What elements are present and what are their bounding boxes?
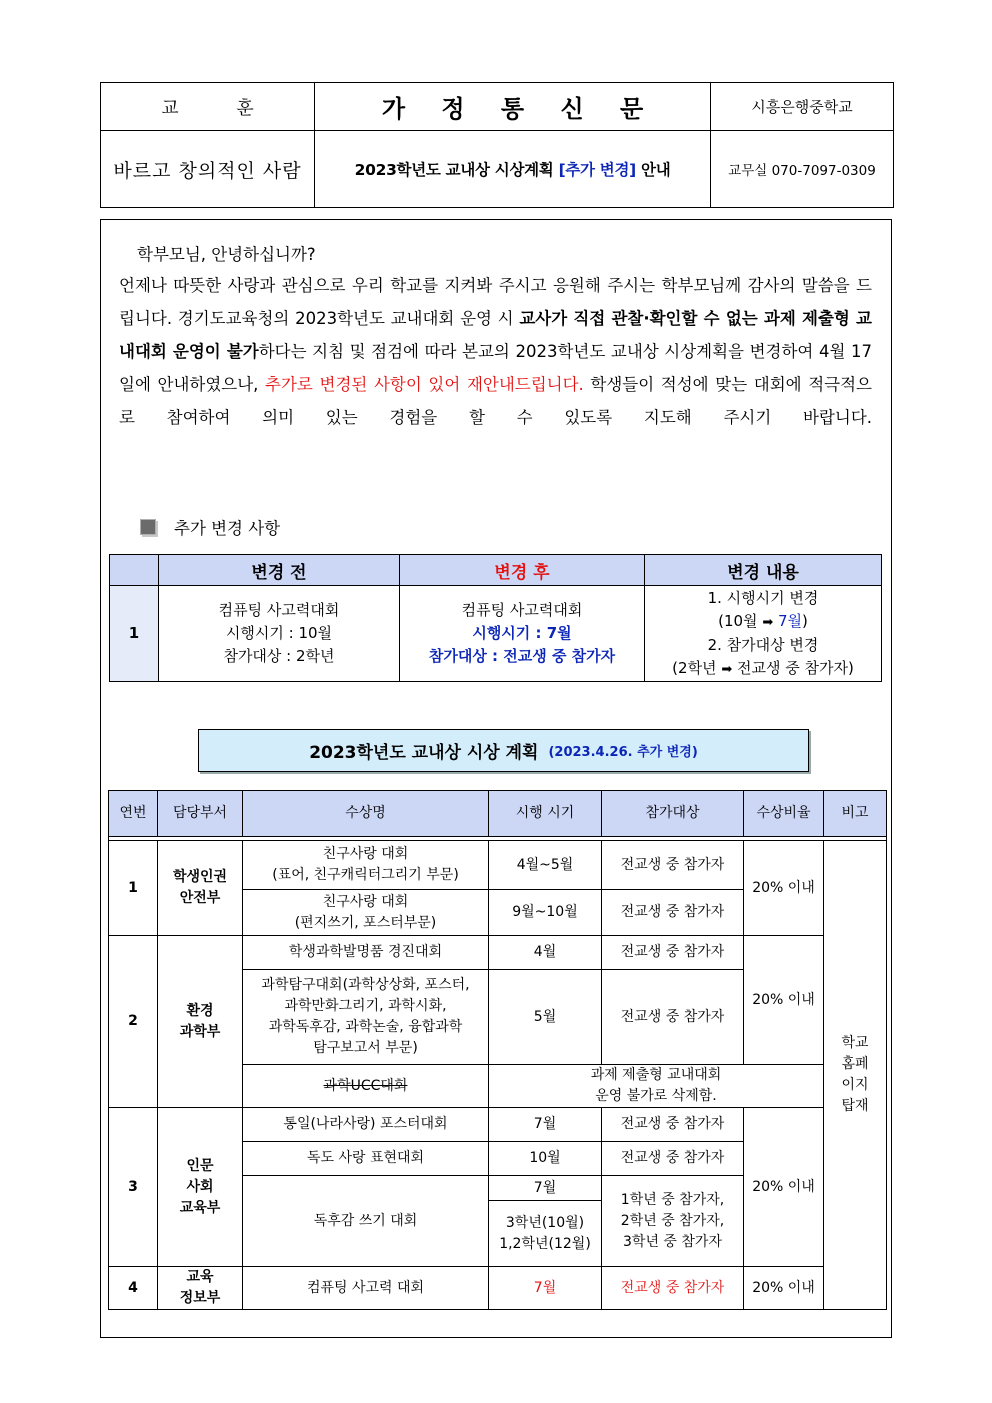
greeting: 학부모님, 안녕하십니까? <box>137 245 316 264</box>
intro-paragraph <box>119 269 872 434</box>
table-cell: 4 <box>109 1267 158 1310</box>
motto-label-cell <box>101 83 315 131</box>
school-name: 시흥은행중학교 <box>751 98 853 116</box>
square-bullet-icon <box>140 519 156 535</box>
motto: 바르고 창의적인 사람 <box>113 159 302 182</box>
after-line-2: 시행시기 : 7월 <box>472 624 572 642</box>
subject-highlight: [추가 변경] <box>558 161 636 179</box>
before-line-2: 시행시기 : 10월 <box>225 624 333 642</box>
table-cell: 3학년(10월) 1,2학년(12월) <box>489 1201 602 1267</box>
intro-bold: 교사가 직접 관찰·확인할 수 없는 과제 제출형 교내대회 운영이 불가 <box>119 309 872 361</box>
col-header-target: 참가대상 <box>602 791 744 837</box>
table-cell: 전교생 중 참가자 <box>602 1267 744 1310</box>
phone-cell <box>711 131 894 208</box>
col-header-ratio: 수상비율 <box>744 791 824 837</box>
right-arrow-icon: ➡ <box>721 661 733 677</box>
subject-prefix: 2023학년도 교내상 시상계획 <box>354 161 559 179</box>
table-cell: 20% 이내 <box>744 841 824 936</box>
table-cell: 1학년 중 참가자, 2학년 중 참가자, 3학년 중 참가자 <box>602 1176 744 1267</box>
table-cell: 환경 과학부 <box>158 936 243 1108</box>
section-title-text: 추가 변경 사항 <box>174 519 281 538</box>
change-content-cell <box>645 586 882 682</box>
table-cell: 인문 사회 교육부 <box>158 1108 243 1267</box>
subject <box>355 161 671 179</box>
intro-text-3: 학생들이 적성에 맞는 대회에 적극적으로 참여하여 의미 있는 경험을 할 수 있도록 지도해 주시기 바랍니다. <box>119 375 872 427</box>
table-cell: 전교생 중 참가자 <box>602 936 744 970</box>
change-table <box>109 554 882 682</box>
table-cell: 통일(나라사랑) 포스터대회 <box>243 1108 489 1142</box>
phone: 교무실 070-7097-0309 <box>728 163 876 179</box>
table-cell: 학생과학발명품 경진대회 <box>243 936 489 970</box>
table-cell: 7월 <box>489 1267 602 1310</box>
school-cell <box>711 83 894 131</box>
intro-text-1: 언제나 따뜻한 사랑과 관심으로 우리 학교를 지켜봐 주시고 응원해 주시는 학부모님께 감사의 말씀을 드립니다. 경기도교육청의 2023학년도 교내대회 운영 시 <box>119 276 872 328</box>
before-line-3: 참가대상 : 2학년 <box>223 647 335 665</box>
table-cell: 교육 정보부 <box>158 1267 243 1310</box>
change-header-after: 변경 후 <box>400 555 645 586</box>
table-cell: 전교생 중 참가자 <box>602 841 744 890</box>
header-table <box>100 82 894 208</box>
doc-title: 가 정 통 신 문 <box>381 95 658 123</box>
table-cell: 과제 제출형 교내대회 운영 불가로 삭제함. <box>489 1065 824 1108</box>
content-2-from: (2학년 <box>672 658 722 677</box>
right-arrow-icon: ➡ <box>762 614 774 630</box>
change-after-cell <box>400 586 645 682</box>
table-cell: 학생인권 안전부 <box>158 841 243 936</box>
table-cell: 4월~5월 <box>489 841 602 890</box>
motto-label: 교 훈 <box>161 97 280 119</box>
col-header-num: 연번 <box>109 791 158 837</box>
content-1-to: 7월 <box>773 611 803 630</box>
table-cell: 전교생 중 참가자 <box>602 1108 744 1142</box>
table-cell: 친구사랑 대회 (편지쓰기, 포스터부문) <box>243 890 489 936</box>
col-header-dept: 담당부서 <box>158 791 243 837</box>
plan-table <box>108 790 887 1310</box>
table-cell: 전교생 중 참가자 <box>602 890 744 936</box>
table-cell: 5월 <box>489 970 602 1065</box>
table-cell: 2 <box>109 936 158 1108</box>
subject-suffix: 안내 <box>635 161 671 179</box>
content-line-2-detail <box>645 657 881 681</box>
plan-subtitle: (2023.4.26. 추가 변경) <box>548 745 698 760</box>
table-cell: 1 <box>109 841 158 936</box>
table-cell: 독도 사랑 표현대회 <box>243 1142 489 1176</box>
intro-text-2: 하다는 지침 및 점검에 따라 본교의 2023학년도 교내상 시상계획을 변경하여 4월 17일에 안내하였으나, <box>119 342 872 394</box>
subject-cell <box>315 131 711 208</box>
table-cell: 전교생 중 참가자 <box>602 970 744 1065</box>
table-cell: 친구사랑 대회 (표어, 친구캐릭터그리기 부문) <box>243 841 489 890</box>
table-cell: 전교생 중 참가자 <box>602 1142 744 1176</box>
table-cell: 과학UCC대회 <box>243 1065 489 1108</box>
after-line-3: 참가대상 : 전교생 중 참가자 <box>428 647 616 665</box>
section-title <box>140 515 280 539</box>
table-cell: 3 <box>109 1108 158 1267</box>
content-line-1: 1. 시행시기 변경 <box>707 588 819 607</box>
table-cell: 컴퓨팅 사고력 대회 <box>243 1267 489 1310</box>
content-2-to: 전교생 중 참가자) <box>732 658 854 677</box>
intro-red: 추가로 변경된 사항이 있어 재안내드립니다. <box>265 375 584 394</box>
change-header-blank <box>110 555 159 586</box>
change-row-num: 1 <box>110 586 159 682</box>
content-line-1-detail <box>645 610 881 634</box>
change-header-before: 변경 전 <box>159 555 400 586</box>
table-cell: 10월 <box>489 1142 602 1176</box>
motto-cell <box>101 131 315 208</box>
change-before-cell <box>159 586 400 682</box>
table-cell: 20% 이내 <box>744 1108 824 1267</box>
content-1-close: ) <box>802 611 808 630</box>
table-cell: 4월 <box>489 936 602 970</box>
col-header-time: 시행 시기 <box>489 791 602 837</box>
note-cell: 학교 홈페 이지 탑재 <box>824 841 887 1310</box>
content-line-2: 2. 참가대상 변경 <box>707 635 819 654</box>
content-1-from: (10월 <box>718 611 763 630</box>
col-header-award: 수상명 <box>243 791 489 837</box>
before-line-1: 컴퓨팅 사고력대회 <box>218 601 340 619</box>
col-header-note: 비고 <box>824 791 887 837</box>
table-cell: 20% 이내 <box>744 1267 824 1310</box>
change-header-content: 변경 내용 <box>645 555 882 586</box>
table-cell: 20% 이내 <box>744 936 824 1065</box>
table-cell: 7월 <box>489 1108 602 1142</box>
doc-title-cell <box>315 83 711 131</box>
after-line-1: 컴퓨팅 사고력대회 <box>461 601 583 619</box>
plan-title-box <box>198 729 809 772</box>
table-cell: 9월~10월 <box>489 890 602 936</box>
table-cell: 과학탐구대회(과학상상화, 포스터, 과학만화그리기, 과학시화, 과학독후감, 과학논술, 융합과학 탐구보고서 부문) <box>243 970 489 1065</box>
table-cell: 7월 <box>489 1176 602 1201</box>
plan-title: 2023학년도 교내상 시상 계획 <box>309 743 539 763</box>
table-cell: 독후감 쓰기 대회 <box>243 1176 489 1267</box>
